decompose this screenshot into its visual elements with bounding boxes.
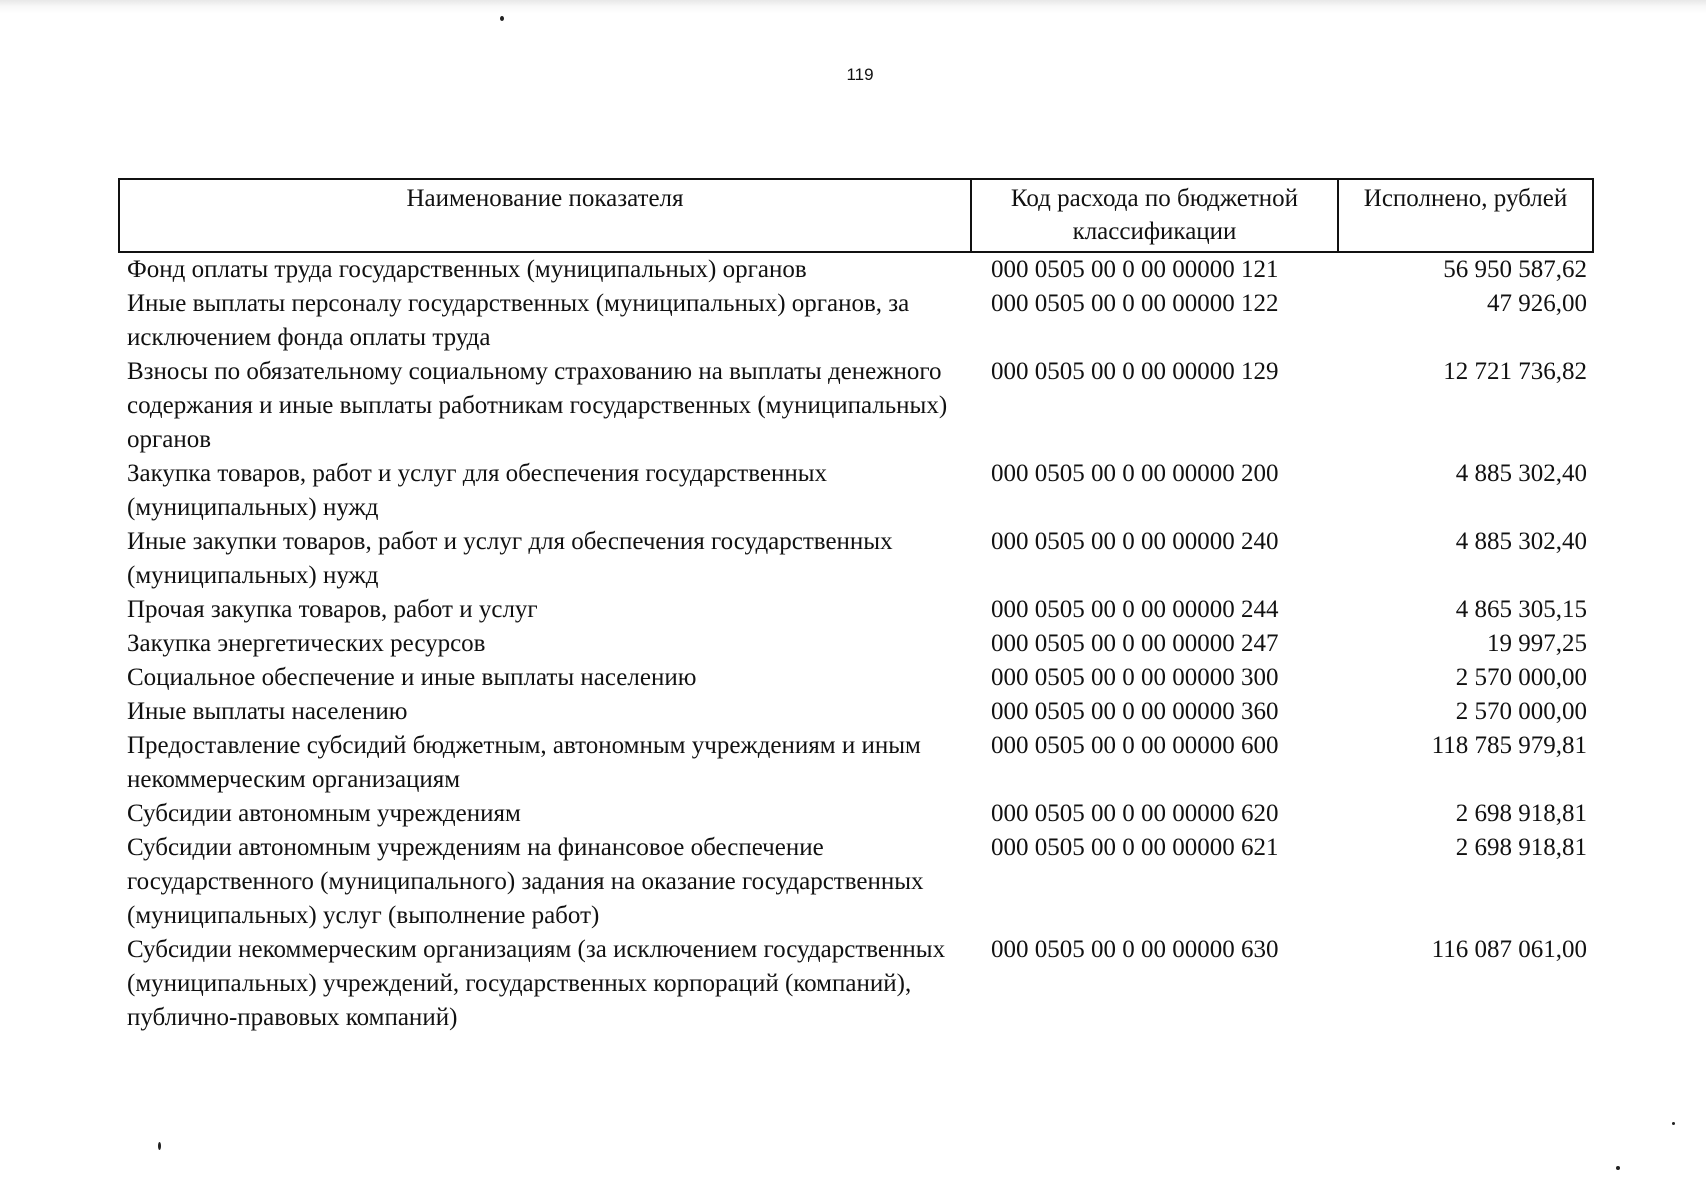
row-sum: 2 698 918,81 — [1455, 800, 1587, 827]
table-row — [119, 593, 1593, 627]
scan-speck — [1672, 1122, 1675, 1125]
row-name: Субсидии автономным учреждениям — [127, 800, 521, 827]
scan-speck — [1616, 1166, 1620, 1170]
row-name: Закупка энергетических ресурсов — [127, 630, 486, 657]
table-row — [119, 457, 1593, 525]
row-sum: 118 785 979,81 — [1431, 732, 1587, 759]
row-sum: 2 570 000,00 — [1455, 664, 1587, 691]
row-code: 000 0505 00 0 00 00000 244 — [991, 596, 1279, 623]
table-row — [119, 797, 1593, 831]
table-row — [119, 661, 1593, 695]
row-sum: 4 885 302,40 — [1455, 528, 1587, 555]
row-name: Субсидии некоммерческим организациям (за исключением государственных (муниципальных) учреждений, государственных корпораций (компаний), публично-правовых компаний) — [127, 936, 946, 1031]
table-row — [119, 831, 1593, 933]
row-code: 000 0505 00 0 00 00000 247 — [991, 630, 1279, 657]
row-code: 000 0505 00 0 00 00000 630 — [991, 936, 1279, 963]
budget-table — [118, 178, 1594, 1035]
row-sum: 4 885 302,40 — [1455, 460, 1587, 487]
row-code: 000 0505 00 0 00 00000 121 — [991, 256, 1279, 283]
row-code: 000 0505 00 0 00 00000 129 — [991, 358, 1279, 385]
header-row — [119, 179, 1593, 252]
row-code: 000 0505 00 0 00 00000 122 — [991, 290, 1279, 317]
row-name: Иные выплаты персоналу государственных (муниципальных) органов, за исключением фонда оплаты труда — [127, 290, 910, 351]
scan-speck — [158, 1142, 161, 1150]
page-number: 119 — [846, 65, 874, 84]
table-row — [119, 627, 1593, 661]
row-name: Закупка товаров, работ и услуг для обеспечения государственных (муниципальных) нужд — [127, 460, 828, 521]
table-row — [119, 729, 1593, 797]
table-row — [119, 355, 1593, 457]
row-code: 000 0505 00 0 00 00000 360 — [991, 698, 1279, 725]
table-row — [119, 525, 1593, 593]
row-sum: 2 698 918,81 — [1455, 834, 1587, 861]
row-code: 000 0505 00 0 00 00000 300 — [991, 664, 1279, 691]
row-name: Иные закупки товаров, работ и услуг для обеспечения государственных (муниципальных) нужд — [127, 528, 893, 589]
row-code: 000 0505 00 0 00 00000 620 — [991, 800, 1279, 827]
row-sum: 56 950 587,62 — [1443, 256, 1587, 283]
row-name: Социальное обеспечение и иные выплаты населению — [127, 664, 697, 691]
table-row — [119, 252, 1593, 287]
table-header — [119, 179, 1593, 252]
row-name: Взносы по обязательному социальному страхованию на выплаты денежного содержания и иные выплаты работникам государственных (муниципальных) органов — [127, 358, 948, 453]
table-row — [119, 287, 1593, 355]
row-name: Предоставление субсидий бюджетным, автономным учреждениям и иным некоммерческим организациям — [127, 732, 921, 793]
row-code: 000 0505 00 0 00 00000 240 — [991, 528, 1279, 555]
row-name: Прочая закупка товаров, работ и услуг — [127, 596, 538, 623]
header-code: Код расхода по бюджетной классификации — [971, 179, 1338, 252]
row-sum: 47 926,00 — [1487, 290, 1587, 317]
row-name: Субсидии автономным учреждениям на финансовое обеспечение государственного (муниципального) задания на оказание государственных (муниципальных) услуг (выполнение работ) — [127, 834, 924, 929]
table-row — [119, 933, 1593, 1035]
header-name: Наименование показателя — [119, 179, 971, 252]
header-sum: Исполнено, рублей — [1338, 179, 1593, 252]
table-body — [119, 252, 1593, 1035]
scan-speck — [500, 16, 504, 21]
row-sum: 12 721 736,82 — [1443, 358, 1587, 385]
table-row — [119, 695, 1593, 729]
row-sum: 19 997,25 — [1487, 630, 1587, 657]
scan-edge — [0, 0, 1706, 14]
row-code: 000 0505 00 0 00 00000 200 — [991, 460, 1279, 487]
row-sum: 4 865 305,15 — [1455, 596, 1587, 623]
row-code: 000 0505 00 0 00 00000 621 — [991, 834, 1279, 861]
row-name: Фонд оплаты труда государственных (муниципальных) органов — [127, 256, 807, 283]
row-name: Иные выплаты населению — [127, 698, 408, 725]
row-code: 000 0505 00 0 00 00000 600 — [991, 732, 1279, 759]
row-sum: 2 570 000,00 — [1455, 698, 1587, 725]
row-sum: 116 087 061,00 — [1431, 936, 1587, 963]
